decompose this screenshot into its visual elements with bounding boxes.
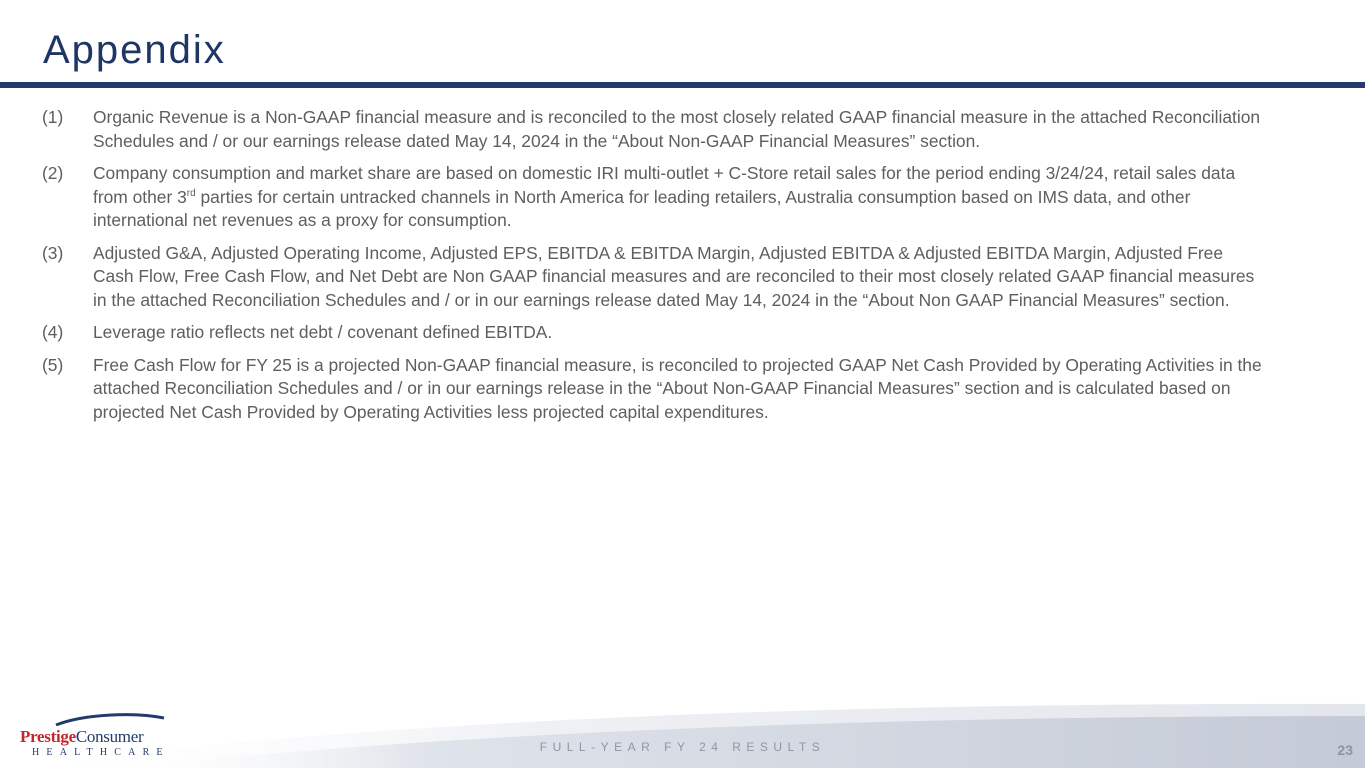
- page-number: 23: [1337, 742, 1353, 758]
- footer-swoosh: [0, 690, 1365, 768]
- footnote-text-part: parties for certain untracked channels in North America for leading retailers, Australia consumption based on IMS data, and other international net revenues as a proxy for consumption.: [93, 186, 1191, 230]
- footnote-text: Organic Revenue is a Non-GAAP financial measure and is reconciled to the most closely related GAAP financial measure in the attached Reconciliation Schedules and / or our earnings release dated May 14, 2024 in the “About Non-GAAP Financial Measures” section.: [93, 107, 1261, 151]
- footnote-number: (2): [42, 163, 64, 183]
- footnote-item: [42, 106, 1262, 153]
- footnote-text: Adjusted G&A, Adjusted Operating Income, Adjusted EPS, EBITDA & EBITDA Margin, Adjusted EBITDA & Adjusted EBITDA Margin, Adjusted Free Cash Flow, Free Cash Flow, and Net Debt are Non GAAP financial measures and are reconciled to their most closely related GAAP financial measures in the attached Reconciliation Schedules and / or in our earnings release dated May 14, 2024 in the “About Non GAAP Financial Measures” section.: [93, 242, 1255, 310]
- slide-title: Appendix: [43, 28, 226, 72]
- logo-tagline: HEALTHCARE: [32, 747, 170, 758]
- footnote-item: [42, 354, 1262, 425]
- footnote-number: (4): [42, 322, 64, 342]
- footnotes-list: [42, 106, 1262, 433]
- logo-arc-icon: [54, 712, 166, 726]
- footnote-number: (1): [42, 107, 64, 127]
- ordinal-superscript: rd: [186, 187, 196, 199]
- footnote-text: Leverage ratio reflects net debt / covenant defined EBITDA.: [93, 322, 553, 342]
- footnote-text-part: Company consumption and market share are based on domestic IRI multi-outlet + C-Store retail sales for the period ending 3/24/24, retail sales data from other 3: [93, 163, 1236, 207]
- logo-brand-secondary: Consumer: [75, 727, 144, 746]
- footnote-item: [42, 242, 1262, 313]
- footnote-item: [42, 162, 1262, 233]
- footnote-number: (5): [42, 354, 64, 375]
- footer-caption: FULL-YEAR FY 24 RESULTS: [539, 740, 826, 754]
- footnote-text: [93, 162, 1262, 233]
- logo-brand-primary: Prestige: [20, 727, 76, 746]
- footnote-item: [42, 321, 1262, 345]
- title-divider: [0, 82, 1365, 88]
- footnote-number: (3): [42, 242, 64, 263]
- footnote-text: Free Cash Flow for FY 25 is a projected Non-GAAP financial measure, is reconciled to projected GAAP Net Cash Provided by Operating Activities in the attached Reconciliation Schedules and / or in our earnings release in the “About Non-GAAP Financial Measures” section and is calculated based on projected Net Cash Provided by Operating Activities less projected capital expenditures.: [93, 354, 1262, 422]
